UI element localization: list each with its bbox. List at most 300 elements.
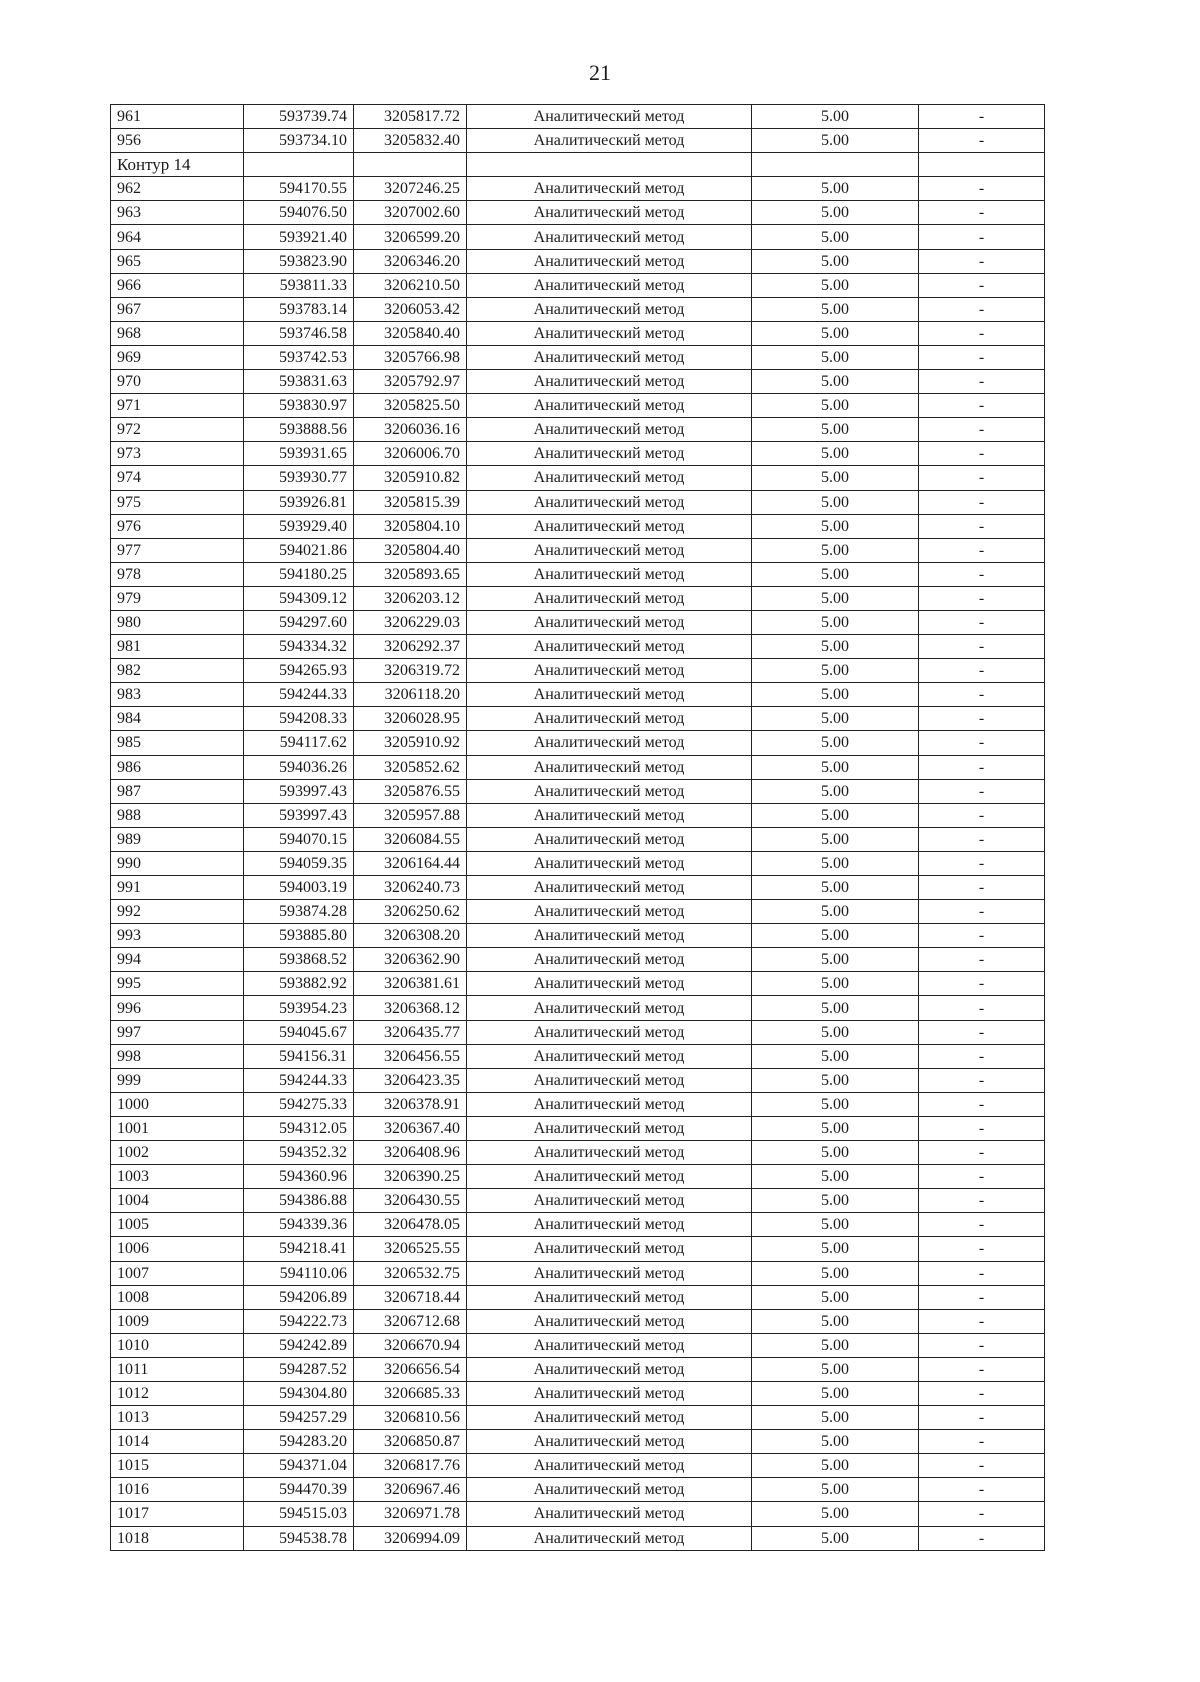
note-cell: - (919, 1141, 1045, 1165)
point-number-cell: 975 (111, 490, 244, 514)
table-row (111, 1357, 1045, 1381)
x-coordinate-cell: 593742.53 (244, 345, 354, 369)
method-cell: Аналитический метод (467, 610, 752, 634)
method-cell: Аналитический метод (467, 1020, 752, 1044)
accuracy-cell: 5.00 (752, 562, 919, 586)
x-coordinate-cell: 594309.12 (244, 586, 354, 610)
coordinates-table (110, 104, 1045, 1551)
note-cell: - (919, 851, 1045, 875)
y-coordinate-cell: 3206319.72 (354, 659, 467, 683)
point-number-cell: 971 (111, 394, 244, 418)
point-number-cell: 981 (111, 635, 244, 659)
method-cell: Аналитический метод (467, 972, 752, 996)
table-row (111, 1285, 1045, 1309)
point-number-cell: 1000 (111, 1092, 244, 1116)
y-coordinate-cell: 3206656.54 (354, 1357, 467, 1381)
accuracy-cell: 5.00 (752, 1333, 919, 1357)
y-coordinate-cell: 3206456.55 (354, 1044, 467, 1068)
accuracy-cell: 5.00 (752, 418, 919, 442)
point-number-cell: 979 (111, 586, 244, 610)
x-coordinate-cell: 594265.93 (244, 659, 354, 683)
table-row (111, 731, 1045, 755)
x-coordinate-cell: 594352.32 (244, 1141, 354, 1165)
point-number-cell: 1011 (111, 1357, 244, 1381)
table-row (111, 659, 1045, 683)
point-number-cell: 1012 (111, 1381, 244, 1405)
accuracy-cell: 5.00 (752, 1381, 919, 1405)
accuracy-cell: 5.00 (752, 635, 919, 659)
point-number-cell: 1017 (111, 1502, 244, 1526)
note-cell: - (919, 1309, 1045, 1333)
note-cell: - (919, 1333, 1045, 1357)
accuracy-cell: 5.00 (752, 273, 919, 297)
accuracy-cell: 5.00 (752, 1357, 919, 1381)
accuracy-cell: 5.00 (752, 1478, 919, 1502)
note-cell: - (919, 225, 1045, 249)
y-coordinate-cell: 3206229.03 (354, 610, 467, 634)
y-coordinate-cell: 3206435.77 (354, 1020, 467, 1044)
point-number-cell: 1014 (111, 1430, 244, 1454)
y-coordinate-cell: 3207246.25 (354, 177, 467, 201)
note-cell: - (919, 514, 1045, 538)
method-cell: Аналитический метод (467, 900, 752, 924)
accuracy-cell: 5.00 (752, 876, 919, 900)
y-coordinate-cell: 3206408.96 (354, 1141, 467, 1165)
note-cell: - (919, 1381, 1045, 1405)
note-cell: - (919, 538, 1045, 562)
point-number-cell: 1004 (111, 1189, 244, 1213)
method-cell: Аналитический метод (467, 1044, 752, 1068)
table-row (111, 514, 1045, 538)
note-cell: - (919, 755, 1045, 779)
point-number-cell: 993 (111, 924, 244, 948)
table-row (111, 1213, 1045, 1237)
x-coordinate-cell: 594021.86 (244, 538, 354, 562)
method-cell: Аналитический метод (467, 1526, 752, 1550)
y-coordinate-cell: 3206240.73 (354, 876, 467, 900)
note-cell: - (919, 1502, 1045, 1526)
y-coordinate-cell: 3206381.61 (354, 972, 467, 996)
table-row (111, 105, 1045, 129)
table-row (111, 779, 1045, 803)
method-cell: Аналитический метод (467, 635, 752, 659)
note-cell: - (919, 394, 1045, 418)
point-number-cell: 1009 (111, 1309, 244, 1333)
table-row (111, 538, 1045, 562)
method-cell: Аналитический метод (467, 586, 752, 610)
point-number-cell: 989 (111, 827, 244, 851)
table-row (111, 1381, 1045, 1405)
y-coordinate-cell: 3207002.60 (354, 201, 467, 225)
accuracy-cell: 5.00 (752, 321, 919, 345)
y-coordinate-cell: 3206718.44 (354, 1285, 467, 1309)
accuracy-cell: 5.00 (752, 1261, 919, 1285)
point-number-cell: 991 (111, 876, 244, 900)
method-cell: Аналитический метод (467, 370, 752, 394)
table-row (111, 1092, 1045, 1116)
point-number-cell: 980 (111, 610, 244, 634)
coordinates-table-body (111, 105, 1045, 1551)
note-cell: - (919, 1044, 1045, 1068)
method-cell: Аналитический метод (467, 924, 752, 948)
table-row (111, 972, 1045, 996)
point-number-cell: 961 (111, 105, 244, 129)
x-coordinate-cell: 594283.20 (244, 1430, 354, 1454)
accuracy-cell: 5.00 (752, 442, 919, 466)
table-row (111, 129, 1045, 153)
accuracy-cell: 5.00 (752, 827, 919, 851)
table-row (111, 1189, 1045, 1213)
note-cell: - (919, 105, 1045, 129)
y-coordinate-cell: 3205876.55 (354, 779, 467, 803)
x-coordinate-cell: 594297.60 (244, 610, 354, 634)
accuracy-cell: 5.00 (752, 803, 919, 827)
y-coordinate-cell: 3206292.37 (354, 635, 467, 659)
note-cell: - (919, 370, 1045, 394)
empty-cell (919, 153, 1045, 177)
accuracy-cell: 5.00 (752, 345, 919, 369)
point-number-cell: 1008 (111, 1285, 244, 1309)
y-coordinate-cell: 3205910.82 (354, 466, 467, 490)
x-coordinate-cell: 593831.63 (244, 370, 354, 394)
point-number-cell: 987 (111, 779, 244, 803)
method-cell: Аналитический метод (467, 707, 752, 731)
y-coordinate-cell: 3205825.50 (354, 394, 467, 418)
note-cell: - (919, 924, 1045, 948)
empty-cell (752, 153, 919, 177)
note-cell: - (919, 1165, 1045, 1189)
y-coordinate-cell: 3206532.75 (354, 1261, 467, 1285)
point-number-cell: 977 (111, 538, 244, 562)
table-row (111, 249, 1045, 273)
x-coordinate-cell: 594110.06 (244, 1261, 354, 1285)
x-coordinate-cell: 593882.92 (244, 972, 354, 996)
note-cell: - (919, 1526, 1045, 1550)
table-row (111, 1333, 1045, 1357)
point-number-cell: 966 (111, 273, 244, 297)
method-cell: Аналитический метод (467, 1116, 752, 1140)
note-cell: - (919, 297, 1045, 321)
method-cell: Аналитический метод (467, 948, 752, 972)
note-cell: - (919, 249, 1045, 273)
method-cell: Аналитический метод (467, 1357, 752, 1381)
x-coordinate-cell: 594244.33 (244, 683, 354, 707)
x-coordinate-cell: 594180.25 (244, 562, 354, 586)
y-coordinate-cell: 3206006.70 (354, 442, 467, 466)
x-coordinate-cell: 594386.88 (244, 1189, 354, 1213)
y-coordinate-cell: 3205804.10 (354, 514, 467, 538)
x-coordinate-cell: 593997.43 (244, 803, 354, 827)
note-cell: - (919, 1478, 1045, 1502)
table-row (111, 876, 1045, 900)
method-cell: Аналитический метод (467, 1285, 752, 1309)
point-number-cell: 1001 (111, 1116, 244, 1140)
point-number-cell: 969 (111, 345, 244, 369)
y-coordinate-cell: 3205832.40 (354, 129, 467, 153)
method-cell: Аналитический метод (467, 1261, 752, 1285)
accuracy-cell: 5.00 (752, 1406, 919, 1430)
y-coordinate-cell: 3206810.56 (354, 1406, 467, 1430)
x-coordinate-cell: 593830.97 (244, 394, 354, 418)
y-coordinate-cell: 3206390.25 (354, 1165, 467, 1189)
accuracy-cell: 5.00 (752, 1141, 919, 1165)
y-coordinate-cell: 3206423.35 (354, 1068, 467, 1092)
accuracy-cell: 5.00 (752, 586, 919, 610)
point-number-cell: 998 (111, 1044, 244, 1068)
accuracy-cell: 5.00 (752, 900, 919, 924)
x-coordinate-cell: 593823.90 (244, 249, 354, 273)
accuracy-cell: 5.00 (752, 1309, 919, 1333)
table-row (111, 418, 1045, 442)
point-number-cell: 997 (111, 1020, 244, 1044)
accuracy-cell: 5.00 (752, 683, 919, 707)
y-coordinate-cell: 3205804.40 (354, 538, 467, 562)
accuracy-cell: 5.00 (752, 1454, 919, 1478)
note-cell: - (919, 1357, 1045, 1381)
x-coordinate-cell: 594218.41 (244, 1237, 354, 1261)
point-number-cell: 983 (111, 683, 244, 707)
x-coordinate-cell: 594312.05 (244, 1116, 354, 1140)
note-cell: - (919, 876, 1045, 900)
note-cell: - (919, 345, 1045, 369)
accuracy-cell: 5.00 (752, 1165, 919, 1189)
table-row (111, 1502, 1045, 1526)
y-coordinate-cell: 3206250.62 (354, 900, 467, 924)
accuracy-cell: 5.00 (752, 731, 919, 755)
note-cell: - (919, 177, 1045, 201)
accuracy-cell: 5.00 (752, 659, 919, 683)
table-row (111, 1237, 1045, 1261)
table-row (111, 394, 1045, 418)
x-coordinate-cell: 594244.33 (244, 1068, 354, 1092)
point-number-cell: 1007 (111, 1261, 244, 1285)
table-row (111, 1478, 1045, 1502)
method-cell: Аналитический метод (467, 1502, 752, 1526)
x-coordinate-cell: 594360.96 (244, 1165, 354, 1189)
accuracy-cell: 5.00 (752, 1502, 919, 1526)
method-cell: Аналитический метод (467, 827, 752, 851)
note-cell: - (919, 466, 1045, 490)
accuracy-cell: 5.00 (752, 297, 919, 321)
method-cell: Аналитический метод (467, 345, 752, 369)
y-coordinate-cell: 3206084.55 (354, 827, 467, 851)
point-number-cell: 973 (111, 442, 244, 466)
method-cell: Аналитический метод (467, 321, 752, 345)
table-row (111, 900, 1045, 924)
method-cell: Аналитический метод (467, 249, 752, 273)
note-cell: - (919, 900, 1045, 924)
table-row (111, 1116, 1045, 1140)
x-coordinate-cell: 594070.15 (244, 827, 354, 851)
note-cell: - (919, 1406, 1045, 1430)
y-coordinate-cell: 3205910.92 (354, 731, 467, 755)
accuracy-cell: 5.00 (752, 1020, 919, 1044)
accuracy-cell: 5.00 (752, 1116, 919, 1140)
table-row (111, 466, 1045, 490)
accuracy-cell: 5.00 (752, 201, 919, 225)
table-row (111, 755, 1045, 779)
table-row (111, 273, 1045, 297)
accuracy-cell: 5.00 (752, 225, 919, 249)
method-cell: Аналитический метод (467, 1213, 752, 1237)
y-coordinate-cell: 3206525.55 (354, 1237, 467, 1261)
accuracy-cell: 5.00 (752, 755, 919, 779)
x-coordinate-cell: 593868.52 (244, 948, 354, 972)
point-number-cell: 1006 (111, 1237, 244, 1261)
accuracy-cell: 5.00 (752, 1526, 919, 1550)
accuracy-cell: 5.00 (752, 538, 919, 562)
method-cell: Аналитический метод (467, 1165, 752, 1189)
note-cell: - (919, 1116, 1045, 1140)
method-cell: Аналитический метод (467, 659, 752, 683)
x-coordinate-cell: 594156.31 (244, 1044, 354, 1068)
y-coordinate-cell: 3206028.95 (354, 707, 467, 731)
point-number-cell: 986 (111, 755, 244, 779)
point-number-cell: 972 (111, 418, 244, 442)
method-cell: Аналитический метод (467, 1092, 752, 1116)
y-coordinate-cell: 3205840.40 (354, 321, 467, 345)
table-row (111, 683, 1045, 707)
accuracy-cell: 5.00 (752, 707, 919, 731)
y-coordinate-cell: 3206850.87 (354, 1430, 467, 1454)
x-coordinate-cell: 593931.65 (244, 442, 354, 466)
x-coordinate-cell: 594117.62 (244, 731, 354, 755)
x-coordinate-cell: 593885.80 (244, 924, 354, 948)
empty-cell (244, 153, 354, 177)
point-number-cell: 1003 (111, 1165, 244, 1189)
x-coordinate-cell: 593734.10 (244, 129, 354, 153)
accuracy-cell: 5.00 (752, 851, 919, 875)
method-cell: Аналитический метод (467, 803, 752, 827)
accuracy-cell: 5.00 (752, 466, 919, 490)
contour-label: Контур 14 (111, 153, 244, 177)
x-coordinate-cell: 594003.19 (244, 876, 354, 900)
point-number-cell: 967 (111, 297, 244, 321)
point-number-cell: 995 (111, 972, 244, 996)
x-coordinate-cell: 593739.74 (244, 105, 354, 129)
method-cell: Аналитический метод (467, 1381, 752, 1405)
table-row (111, 297, 1045, 321)
point-number-cell: 982 (111, 659, 244, 683)
x-coordinate-cell: 593954.23 (244, 996, 354, 1020)
y-coordinate-cell: 3205893.65 (354, 562, 467, 586)
note-cell: - (919, 129, 1045, 153)
table-row (111, 1261, 1045, 1285)
y-coordinate-cell: 3206346.20 (354, 249, 467, 273)
y-coordinate-cell: 3206036.16 (354, 418, 467, 442)
x-coordinate-cell: 594059.35 (244, 851, 354, 875)
method-cell: Аналитический метод (467, 1406, 752, 1430)
accuracy-cell: 5.00 (752, 1189, 919, 1213)
table-row (111, 177, 1045, 201)
y-coordinate-cell: 3206670.94 (354, 1333, 467, 1357)
table-row (111, 1068, 1045, 1092)
point-number-cell: 992 (111, 900, 244, 924)
x-coordinate-cell: 593921.40 (244, 225, 354, 249)
point-number-cell: 974 (111, 466, 244, 490)
table-row (111, 201, 1045, 225)
method-cell: Аналитический метод (467, 1068, 752, 1092)
method-cell: Аналитический метод (467, 779, 752, 803)
y-coordinate-cell: 3206308.20 (354, 924, 467, 948)
note-cell: - (919, 707, 1045, 731)
y-coordinate-cell: 3205792.97 (354, 370, 467, 394)
point-number-cell: 970 (111, 370, 244, 394)
accuracy-cell: 5.00 (752, 996, 919, 1020)
accuracy-cell: 5.00 (752, 490, 919, 514)
y-coordinate-cell: 3206994.09 (354, 1526, 467, 1550)
x-coordinate-cell: 594076.50 (244, 201, 354, 225)
note-cell: - (919, 418, 1045, 442)
y-coordinate-cell: 3206368.12 (354, 996, 467, 1020)
y-coordinate-cell: 3206430.55 (354, 1189, 467, 1213)
method-cell: Аналитический метод (467, 1189, 752, 1213)
y-coordinate-cell: 3205852.62 (354, 755, 467, 779)
method-cell: Аналитический метод (467, 562, 752, 586)
table-row (111, 1406, 1045, 1430)
y-coordinate-cell: 3205817.72 (354, 105, 467, 129)
table-row (111, 1526, 1045, 1550)
point-number-cell: 978 (111, 562, 244, 586)
table-row (111, 442, 1045, 466)
table-row (111, 610, 1045, 634)
x-coordinate-cell: 594045.67 (244, 1020, 354, 1044)
point-number-cell: 976 (111, 514, 244, 538)
method-cell: Аналитический метод (467, 129, 752, 153)
x-coordinate-cell: 594371.04 (244, 1454, 354, 1478)
y-coordinate-cell: 3206599.20 (354, 225, 467, 249)
point-number-cell: 962 (111, 177, 244, 201)
accuracy-cell: 5.00 (752, 1213, 919, 1237)
point-number-cell: 1013 (111, 1406, 244, 1430)
y-coordinate-cell: 3206367.40 (354, 1116, 467, 1140)
accuracy-cell: 5.00 (752, 1044, 919, 1068)
y-coordinate-cell: 3206967.46 (354, 1478, 467, 1502)
x-coordinate-cell: 594170.55 (244, 177, 354, 201)
point-number-cell: 984 (111, 707, 244, 731)
accuracy-cell: 5.00 (752, 249, 919, 273)
note-cell: - (919, 803, 1045, 827)
point-number-cell: 964 (111, 225, 244, 249)
x-coordinate-cell: 594257.29 (244, 1406, 354, 1430)
table-row (111, 1020, 1045, 1044)
table-row (111, 996, 1045, 1020)
point-number-cell: 988 (111, 803, 244, 827)
accuracy-cell: 5.00 (752, 394, 919, 418)
x-coordinate-cell: 593746.58 (244, 321, 354, 345)
method-cell: Аналитический метод (467, 225, 752, 249)
x-coordinate-cell: 594287.52 (244, 1357, 354, 1381)
note-cell: - (919, 659, 1045, 683)
table-row (111, 635, 1045, 659)
note-cell: - (919, 1068, 1045, 1092)
x-coordinate-cell: 594538.78 (244, 1526, 354, 1550)
note-cell: - (919, 562, 1045, 586)
note-cell: - (919, 1285, 1045, 1309)
method-cell: Аналитический метод (467, 105, 752, 129)
note-cell: - (919, 1189, 1045, 1213)
accuracy-cell: 5.00 (752, 924, 919, 948)
note-cell: - (919, 586, 1045, 610)
note-cell: - (919, 273, 1045, 297)
table-row (111, 586, 1045, 610)
x-coordinate-cell: 594470.39 (244, 1478, 354, 1502)
table-row (111, 1044, 1045, 1068)
note-cell: - (919, 490, 1045, 514)
table-row (111, 707, 1045, 731)
method-cell: Аналитический метод (467, 466, 752, 490)
x-coordinate-cell: 594304.80 (244, 1381, 354, 1405)
